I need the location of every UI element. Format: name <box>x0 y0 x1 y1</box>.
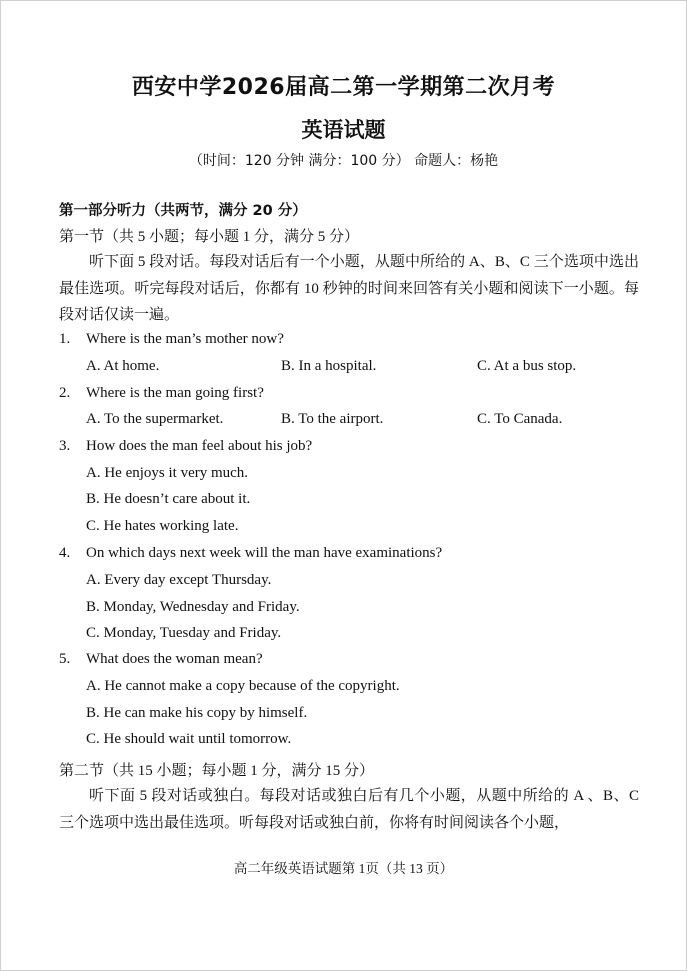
section1-instructions: 听下面 5 段对话。每段对话后有一个小题，从题中所给的 A、B、C 三个选项中选出最佳选项。听完每段对话后，你都有 10 秒钟的时间来回答有关小题和阅读下一小题。每段对话仅读一遍。 <box>59 254 639 323</box>
page-footer: 高二年级英语试题第 1页（共 13 页） <box>233 861 454 876</box>
question-number: 4. <box>59 545 71 561</box>
option-a: A. At home. <box>86 358 160 374</box>
question-number: 2. <box>59 385 71 401</box>
option-b: B. In a hospital. <box>281 358 377 374</box>
option-b: B. To the airport. <box>281 411 384 427</box>
question-number: 1. <box>59 331 71 347</box>
exam-title: 西安中学2026届高二第一学期第二次月考 <box>131 75 556 100</box>
section2-instructions: 听下面 5 段对话或独白。每段对话或独白后有几个小题，从题中所给的 A 、B、C 三个选项中选出最佳选项。听每段对话或独白前，你将有时间阅读各个小题， <box>59 788 639 831</box>
section2-heading: 第二节（共 15 小题；每小题 1 分，满分 15 分） <box>59 763 375 779</box>
question-text: How does the man feel about his job? <box>86 438 313 454</box>
option-b: B. He can make his copy by himself. <box>86 705 308 721</box>
question-number: 3. <box>59 438 71 454</box>
option-b: B. He doesn’t care about it. <box>86 491 251 507</box>
option-b: B. Monday, Wednesday and Friday. <box>86 599 300 615</box>
question-text: Where is the man’s mother now? <box>86 331 284 347</box>
option-a: A. He cannot make a copy because of the copyright. <box>86 678 400 694</box>
option-a: A. He enjoys it very much. <box>86 465 249 481</box>
question-text: Where is the man going first? <box>86 385 264 401</box>
question-text: What does the woman mean? <box>86 651 263 667</box>
option-c: C. At a bus stop. <box>477 358 577 374</box>
exam-info: （时间：120 分钟 满分：100 分） 命题人：杨艳 <box>188 153 499 169</box>
option-c: C. He hates working late. <box>86 518 239 534</box>
option-c: C. To Canada. <box>477 411 563 427</box>
option-c: C. Monday, Tuesday and Friday. <box>86 625 282 641</box>
option-a: A. To the supermarket. <box>86 411 224 427</box>
part1-heading: 第一部分听力（共两节，满分 20 分） <box>59 203 307 219</box>
question-text: On which days next week will the man have examinations? <box>86 545 443 561</box>
question-number: 5. <box>59 651 71 667</box>
section1-heading: 第一节（共 5 小题；每小题 1 分，满分 5 分） <box>59 229 360 245</box>
subject-title: 英语试题 <box>301 118 386 142</box>
option-c: C. He should wait until tomorrow. <box>86 731 292 747</box>
option-a: A. Every day except Thursday. <box>86 572 272 588</box>
